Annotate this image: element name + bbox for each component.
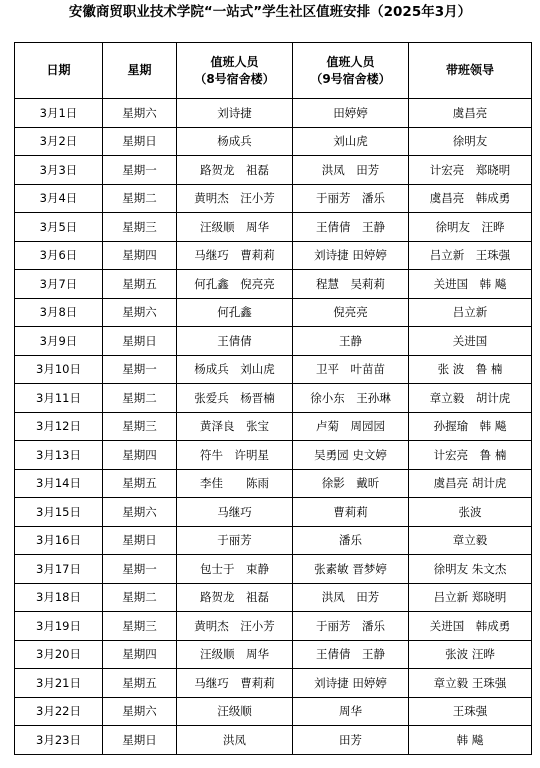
cell-duty-building-9: 吴勇园 史文婷 <box>293 441 409 470</box>
cell-date: 3月15日 <box>15 498 103 527</box>
cell-weekday: 星期二 <box>103 583 177 612</box>
cell-date: 3月17日 <box>15 555 103 584</box>
cell-date: 3月8日 <box>15 298 103 327</box>
cell-date: 3月16日 <box>15 526 103 555</box>
header-duty-building-9 <box>293 43 409 99</box>
cell-date: 3月14日 <box>15 469 103 498</box>
cell-weekday: 星期六 <box>103 298 177 327</box>
cell-weekday: 星期一 <box>103 156 177 185</box>
cell-leader: 吕立新 <box>409 298 532 327</box>
table-row <box>15 726 532 755</box>
cell-duty-building-9: 倪亮亮 <box>293 298 409 327</box>
cell-weekday: 星期五 <box>103 270 177 299</box>
cell-leader: 王珠强 <box>409 697 532 726</box>
cell-weekday: 星期日 <box>103 726 177 755</box>
cell-leader: 张 波 鲁 楠 <box>409 355 532 384</box>
cell-duty-building-8: 何孔鑫 倪亮亮 <box>177 270 293 299</box>
header-duty-building-9-line2: （9号宿舍楼） <box>310 71 391 86</box>
cell-weekday: 星期三 <box>103 412 177 441</box>
cell-weekday: 星期五 <box>103 469 177 498</box>
cell-leader: 徐明友 汪晔 <box>409 213 532 242</box>
cell-date: 3月21日 <box>15 669 103 698</box>
cell-leader: 吕立新 王珠强 <box>409 241 532 270</box>
table-row <box>15 498 532 527</box>
cell-duty-building-8: 路贺龙 祖磊 <box>177 583 293 612</box>
cell-leader: 章立毅 王珠强 <box>409 669 532 698</box>
cell-duty-building-9: 王静 <box>293 327 409 356</box>
table-header-row <box>15 43 532 99</box>
table-row <box>15 270 532 299</box>
cell-duty-building-9: 王倩倩 王静 <box>293 213 409 242</box>
cell-date: 3月6日 <box>15 241 103 270</box>
table-row <box>15 127 532 156</box>
header-duty-building-8 <box>177 43 293 99</box>
cell-weekday: 星期六 <box>103 498 177 527</box>
cell-weekday: 星期六 <box>103 697 177 726</box>
cell-leader: 孙握瑜 韩 飚 <box>409 412 532 441</box>
table-row <box>15 526 532 555</box>
cell-leader: 关进国 韩 飚 <box>409 270 532 299</box>
cell-duty-building-9: 程慧 吴莉莉 <box>293 270 409 299</box>
table-row <box>15 355 532 384</box>
cell-weekday: 星期日 <box>103 127 177 156</box>
cell-duty-building-8: 马继巧 曹莉莉 <box>177 241 293 270</box>
cell-duty-building-8: 汪级顺 周华 <box>177 640 293 669</box>
cell-duty-building-9: 洪凤 田芳 <box>293 156 409 185</box>
duty-schedule-table <box>14 42 532 755</box>
cell-leader: 计宏亮 鲁 楠 <box>409 441 532 470</box>
cell-date: 3月1日 <box>15 99 103 128</box>
cell-duty-building-8: 张爱兵 杨晋楠 <box>177 384 293 413</box>
cell-duty-building-8: 李佳 陈雨 <box>177 469 293 498</box>
cell-date: 3月7日 <box>15 270 103 299</box>
table-row <box>15 669 532 698</box>
cell-leader: 章立毅 胡计虎 <box>409 384 532 413</box>
cell-date: 3月20日 <box>15 640 103 669</box>
bottom-fade <box>0 754 540 768</box>
cell-duty-building-8: 马继巧 <box>177 498 293 527</box>
cell-duty-building-8: 洪凤 <box>177 726 293 755</box>
cell-duty-building-8: 杨成兵 <box>177 127 293 156</box>
cell-duty-building-8: 王倩倩 <box>177 327 293 356</box>
cell-duty-building-8: 黄明杰 汪小芳 <box>177 612 293 641</box>
cell-weekday: 星期二 <box>103 184 177 213</box>
table-row <box>15 298 532 327</box>
cell-weekday: 星期三 <box>103 612 177 641</box>
cell-duty-building-9: 于丽芳 潘乐 <box>293 184 409 213</box>
cell-duty-building-8: 路贺龙 祖磊 <box>177 156 293 185</box>
cell-duty-building-9: 王倩倩 王静 <box>293 640 409 669</box>
table-row <box>15 213 532 242</box>
cell-duty-building-9: 徐小东 王孙琳 <box>293 384 409 413</box>
cell-leader: 虞昌亮 胡计虎 <box>409 469 532 498</box>
cell-weekday: 星期三 <box>103 213 177 242</box>
cell-date: 3月4日 <box>15 184 103 213</box>
cell-duty-building-9: 潘乐 <box>293 526 409 555</box>
table-row <box>15 612 532 641</box>
cell-date: 3月23日 <box>15 726 103 755</box>
table-row <box>15 583 532 612</box>
table-row <box>15 555 532 584</box>
table-row <box>15 327 532 356</box>
cell-duty-building-9: 刘诗捷 田婷婷 <box>293 241 409 270</box>
cell-duty-building-8: 黄泽良 张宝 <box>177 412 293 441</box>
cell-weekday: 星期日 <box>103 327 177 356</box>
cell-weekday: 星期日 <box>103 526 177 555</box>
cell-date: 3月9日 <box>15 327 103 356</box>
table-row <box>15 697 532 726</box>
table-row <box>15 99 532 128</box>
table-row <box>15 384 532 413</box>
cell-duty-building-8: 于丽芳 <box>177 526 293 555</box>
cell-duty-building-9: 卫平 叶苗苗 <box>293 355 409 384</box>
cell-date: 3月2日 <box>15 127 103 156</box>
cell-weekday: 星期一 <box>103 555 177 584</box>
header-date: 日期 <box>15 43 103 99</box>
cell-duty-building-9: 周华 <box>293 697 409 726</box>
header-weekday: 星期 <box>103 43 177 99</box>
cell-weekday: 星期五 <box>103 669 177 698</box>
cell-duty-building-9: 徐影 戴昕 <box>293 469 409 498</box>
cell-date: 3月3日 <box>15 156 103 185</box>
cell-duty-building-8: 汪级顺 <box>177 697 293 726</box>
header-duty-building-8-line1: 值班人员 <box>210 54 259 69</box>
cell-duty-building-9: 田芳 <box>293 726 409 755</box>
header-duty-building-8-line2: （8号宿舍楼） <box>194 71 275 86</box>
cell-date: 3月22日 <box>15 697 103 726</box>
cell-duty-building-9: 曹莉莉 <box>293 498 409 527</box>
table-row <box>15 469 532 498</box>
header-duty-building-9-line1: 值班人员 <box>326 54 375 69</box>
cell-date: 3月12日 <box>15 412 103 441</box>
table-row <box>15 441 532 470</box>
cell-duty-building-9: 张素敏 晋梦婷 <box>293 555 409 584</box>
cell-date: 3月10日 <box>15 355 103 384</box>
cell-duty-building-8: 何孔鑫 <box>177 298 293 327</box>
cell-leader: 吕立新 郑晓明 <box>409 583 532 612</box>
cell-date: 3月13日 <box>15 441 103 470</box>
cell-duty-building-9: 洪凤 田芳 <box>293 583 409 612</box>
cell-duty-building-8: 杨成兵 刘山虎 <box>177 355 293 384</box>
cell-weekday: 星期四 <box>103 640 177 669</box>
table-row <box>15 184 532 213</box>
cell-leader: 徐明友 <box>409 127 532 156</box>
cell-date: 3月18日 <box>15 583 103 612</box>
table-row <box>15 156 532 185</box>
cell-leader: 计宏亮 郑晓明 <box>409 156 532 185</box>
cell-leader: 关进国 <box>409 327 532 356</box>
cell-leader: 虞昌亮 <box>409 99 532 128</box>
cell-duty-building-9: 卢菊 周园园 <box>293 412 409 441</box>
cell-leader: 虞昌亮 韩成勇 <box>409 184 532 213</box>
cell-date: 3月19日 <box>15 612 103 641</box>
cell-duty-building-8: 刘诗捷 <box>177 99 293 128</box>
cell-duty-building-8: 包士于 束静 <box>177 555 293 584</box>
table-row <box>15 241 532 270</box>
cell-duty-building-9: 刘诗捷 田婷婷 <box>293 669 409 698</box>
cell-date: 3月5日 <box>15 213 103 242</box>
cell-leader: 章立毅 <box>409 526 532 555</box>
cell-leader: 关进国 韩成勇 <box>409 612 532 641</box>
cell-date: 3月11日 <box>15 384 103 413</box>
cell-duty-building-8: 符牛 许明星 <box>177 441 293 470</box>
table-row <box>15 640 532 669</box>
cell-leader: 张波 汪晔 <box>409 640 532 669</box>
cell-duty-building-8: 汪级顺 周华 <box>177 213 293 242</box>
cell-duty-building-8: 黄明杰 汪小芳 <box>177 184 293 213</box>
cell-leader: 徐明友 朱文杰 <box>409 555 532 584</box>
cell-duty-building-8: 马继巧 曹莉莉 <box>177 669 293 698</box>
cell-leader: 韩 飚 <box>409 726 532 755</box>
cell-weekday: 星期一 <box>103 355 177 384</box>
cell-duty-building-9: 于丽芳 潘乐 <box>293 612 409 641</box>
page-title: 安徽商贸职业技术学院“一站式”学生社区值班安排（2025年3月） <box>68 4 472 20</box>
cell-weekday: 星期四 <box>103 441 177 470</box>
cell-duty-building-9: 田婷婷 <box>293 99 409 128</box>
cell-weekday: 星期二 <box>103 384 177 413</box>
cell-weekday: 星期四 <box>103 241 177 270</box>
table-row <box>15 412 532 441</box>
schedule-body <box>15 99 532 755</box>
cell-duty-building-9: 刘山虎 <box>293 127 409 156</box>
header-leader: 带班领导 <box>409 43 532 99</box>
cell-weekday: 星期六 <box>103 99 177 128</box>
cell-leader: 张波 <box>409 498 532 527</box>
